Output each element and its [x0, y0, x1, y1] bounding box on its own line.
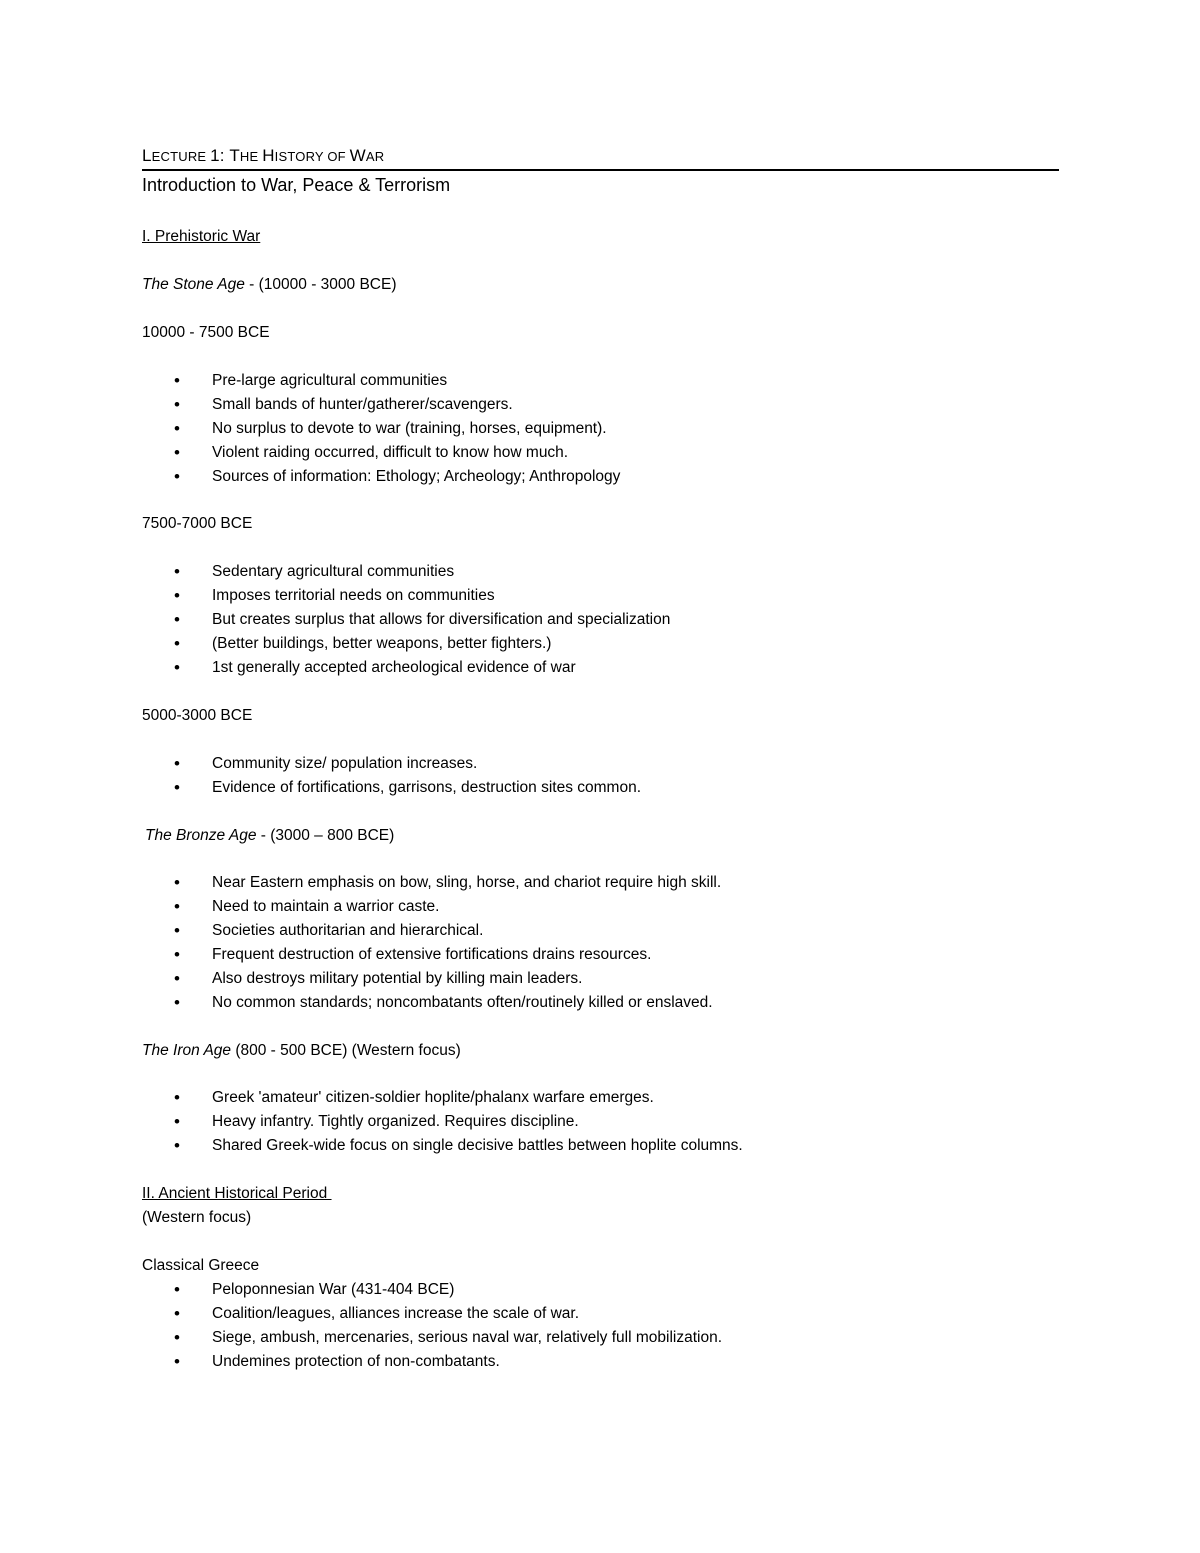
period2-list: [142, 560, 670, 680]
period-heading-5000: 5000-3000 BCE: [142, 707, 253, 724]
list-item: • Community size/ population increases.: [142, 752, 641, 776]
list-item: • No surplus to devote to war (training, horses, equipment).: [142, 417, 620, 441]
bronze-list: [142, 871, 721, 1015]
iron-age-heading: [142, 1039, 1059, 1063]
list-item: • But creates surplus that allows for diversification and specialization: [142, 608, 670, 632]
list-item: • Small bands of hunter/gatherer/scavengers.: [142, 393, 620, 417]
list-item: • Coalition/leagues, alliances increase the scale of war.: [142, 1302, 722, 1326]
list-item: • Pre-large agricultural communities: [142, 369, 620, 393]
list-item: • Sedentary agricultural communities: [142, 560, 670, 584]
list-item: • Also destroys military potential by killing main leaders.: [142, 967, 721, 991]
list-item: • Violent raiding occurred, difficult to know how much.: [142, 441, 620, 465]
section-heading-ancient: II. Ancient Historical Period: [142, 1185, 332, 1202]
iron-age-label: The Iron Age: [142, 1042, 232, 1059]
list-item: • Greek 'amateur' citizen-soldier hoplite/phalanx warfare emerges.: [142, 1086, 743, 1110]
classical-greece-heading: Classical Greece: [142, 1257, 260, 1274]
bronze-age-heading: [145, 824, 1062, 848]
list-item: • Imposes territorial needs on communities: [142, 584, 670, 608]
stone-age-label: The Stone Age: [142, 276, 245, 293]
list-item: • Societies authoritarian and hierarchical.: [142, 919, 721, 943]
list-item: • Frequent destruction of extensive fortifications drains resources.: [142, 943, 721, 967]
iron-list: [142, 1086, 743, 1158]
list-item: • Siege, ambush, mercenaries, serious naval war, relatively full mobilization.: [142, 1326, 722, 1350]
list-item: • Need to maintain a warrior caste.: [142, 895, 721, 919]
lecture-subtitle: Introduction to War, Peace & Terrorism: [142, 175, 451, 195]
period3-list: [142, 752, 641, 800]
title-divider: [142, 169, 1059, 171]
stone-age-heading: [142, 273, 1059, 297]
list-item: • No common standards; noncombatants often/routinely killed or enslaved.: [142, 991, 721, 1015]
bronze-age-label: The Bronze Age: [145, 827, 257, 844]
greece-list: [142, 1278, 722, 1374]
stone-age-range: - (10000 - 3000 BCE): [244, 276, 397, 293]
iron-age-range: (800 - 500 BCE) (Western focus): [231, 1042, 461, 1059]
list-item: • (Better buildings, better weapons, better fighters.): [142, 632, 670, 656]
bronze-age-range: - (3000 – 800 BCE): [256, 827, 395, 844]
period-heading-7500: 7500-7000 BCE: [142, 515, 253, 532]
list-item: • 1st generally accepted archeological evidence of war: [142, 656, 670, 680]
list-item: • Sources of information: Ethology; Archeology; Anthropology: [142, 465, 620, 489]
period-heading-10000: 10000 - 7500 BCE: [142, 324, 270, 341]
section-heading-prehistoric: I. Prehistoric War: [142, 228, 261, 245]
lecture-title: LECTURE 1: THE HISTORY OF WAR: [142, 146, 385, 165]
list-item: • Shared Greek-wide focus on single decisive battles between hoplite columns.: [142, 1134, 743, 1158]
list-item: • Heavy infantry. Tightly organized. Requires discipline.: [142, 1110, 743, 1134]
section-subheading-western: (Western focus): [142, 1209, 252, 1226]
list-item: • Undemines protection of non-combatants.: [142, 1350, 722, 1374]
period1-list: [142, 369, 620, 489]
list-item: • Evidence of fortifications, garrisons, destruction sites common.: [142, 776, 641, 800]
list-item: • Near Eastern emphasis on bow, sling, horse, and chariot require high skill.: [142, 871, 721, 895]
list-item: • Peloponnesian War (431-404 BCE): [142, 1278, 722, 1302]
